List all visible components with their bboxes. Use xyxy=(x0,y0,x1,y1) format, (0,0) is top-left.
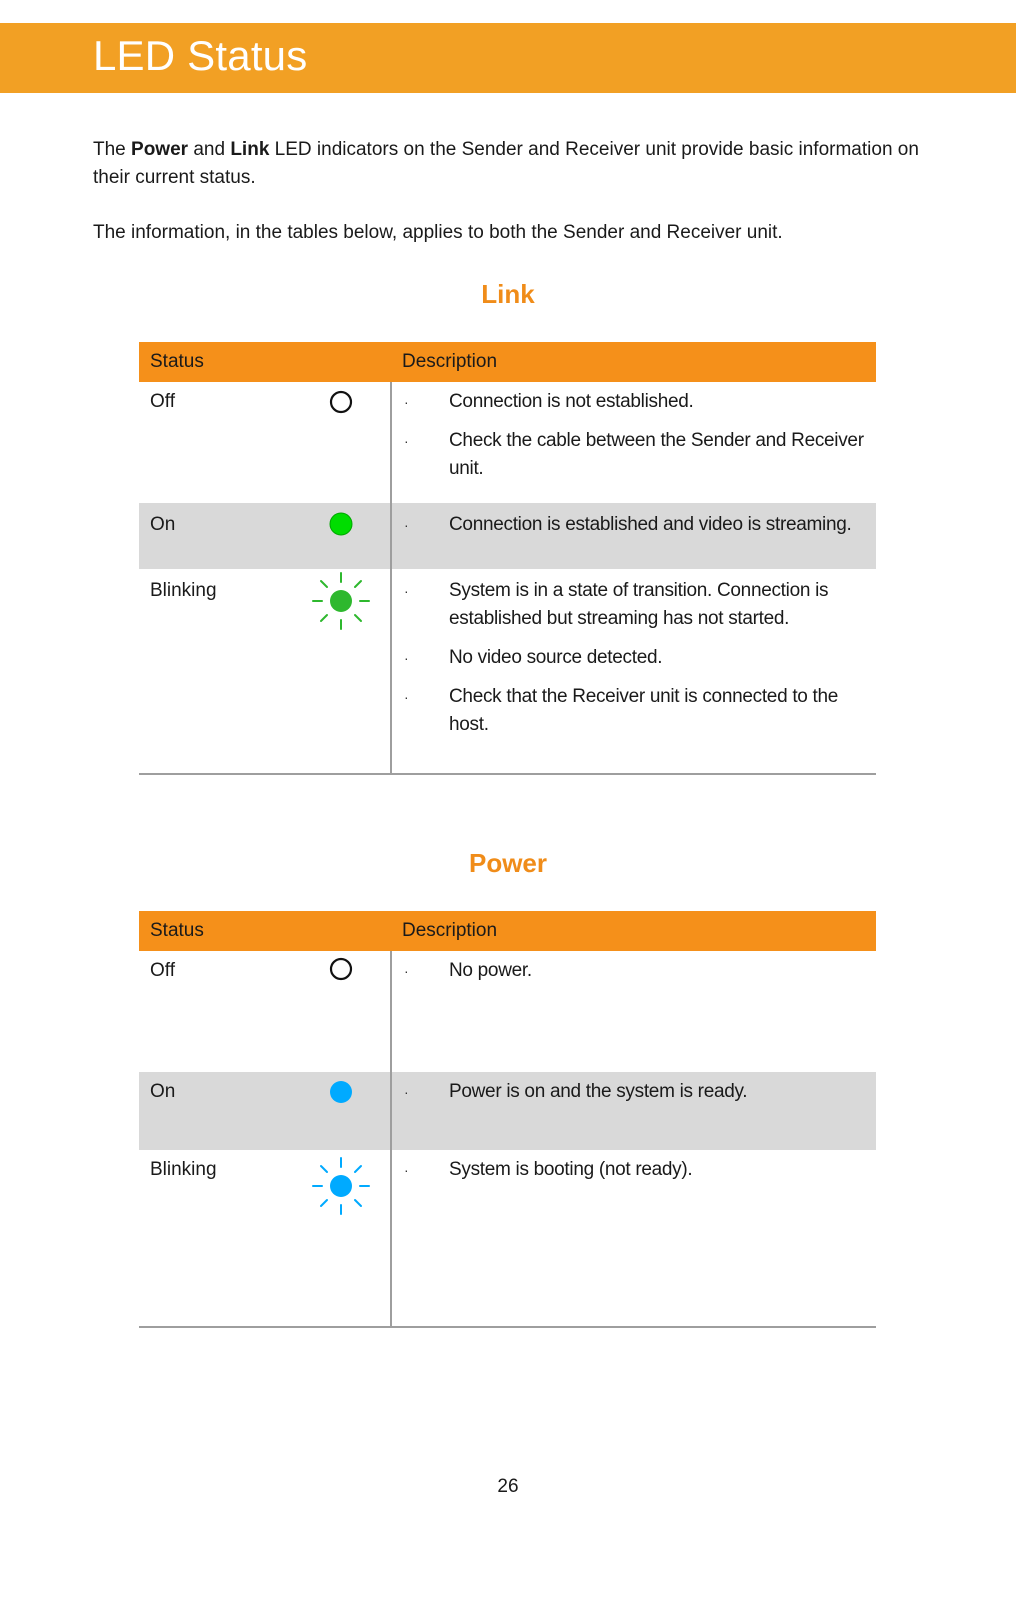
intro-text: The xyxy=(93,139,132,160)
led-off-icon xyxy=(309,370,373,434)
column-header-status: Status xyxy=(150,920,204,941)
column-divider xyxy=(390,951,392,1327)
table-row xyxy=(139,382,876,503)
page-number: 26 xyxy=(497,1476,519,1497)
bullet: · xyxy=(404,689,409,705)
intro-bold-power: Power xyxy=(131,139,189,160)
description-item: Check the cable between the Sender and Receiver unit. xyxy=(449,430,864,479)
intro-text: LED indicators on the Sender and Receiver unit provide basic information on their current status. xyxy=(93,139,919,188)
column-header-description: Description xyxy=(402,351,498,372)
status-label: Blinking xyxy=(150,1159,217,1180)
section-heading-power: Power xyxy=(468,848,548,878)
description-item: No power. xyxy=(449,960,532,981)
table-header xyxy=(139,911,876,951)
table-row xyxy=(139,1072,876,1150)
description-item: Power is on and the system is ready. xyxy=(449,1081,748,1102)
section-heading-link: Link xyxy=(481,279,535,309)
column-header-description: Description xyxy=(402,920,498,941)
description-item: Check that the Receiver unit is connected to the host. xyxy=(449,686,839,735)
description-item: Connection is established and video is streaming. xyxy=(449,514,852,535)
led-green-on-icon xyxy=(309,492,373,556)
led-off-icon xyxy=(309,937,373,1001)
table-row xyxy=(139,569,876,774)
bullet: · xyxy=(404,1162,409,1178)
status-label: Off xyxy=(150,960,175,981)
bullet: · xyxy=(404,517,409,533)
table-bottom-rule xyxy=(139,1326,876,1328)
column-divider xyxy=(390,382,392,774)
table-bottom-rule xyxy=(139,773,876,775)
bullet: · xyxy=(404,394,409,410)
intro-bold-link: Link xyxy=(230,139,270,160)
status-label: On xyxy=(150,514,176,535)
intro-paragraph-1 xyxy=(93,136,928,192)
table-row xyxy=(139,951,876,1072)
status-label: On xyxy=(150,1081,176,1102)
intro-paragraph-2: The information, in the tables below, applies to both the Sender and Receiver unit. xyxy=(93,222,783,243)
bullet: · xyxy=(404,650,409,666)
bullet: · xyxy=(404,433,409,449)
table-row xyxy=(139,503,876,569)
page-title: LED Status xyxy=(93,32,308,79)
led-blue-on-icon xyxy=(309,1060,373,1124)
bullet: · xyxy=(404,963,409,979)
table-row xyxy=(139,1150,876,1326)
column-header-status: Status xyxy=(150,351,204,372)
bullet: · xyxy=(404,1084,409,1100)
status-label: Blinking xyxy=(150,580,217,601)
description-item: System is in a state of transition. Connection is established but streaming has not started. xyxy=(449,580,829,629)
intro-text: and xyxy=(188,139,231,160)
led-blue-blinking-icon xyxy=(309,1154,373,1218)
power-status-table xyxy=(139,911,876,1329)
status-label: Off xyxy=(150,391,175,412)
description-item: No video source detected. xyxy=(449,647,663,668)
description-item: System is booting (not ready). xyxy=(449,1159,693,1180)
table-header xyxy=(139,342,876,382)
link-status-table xyxy=(139,342,876,776)
led-green-blinking-icon xyxy=(309,569,373,633)
bullet: · xyxy=(404,583,409,599)
description-item: Connection is not established. xyxy=(449,391,694,412)
